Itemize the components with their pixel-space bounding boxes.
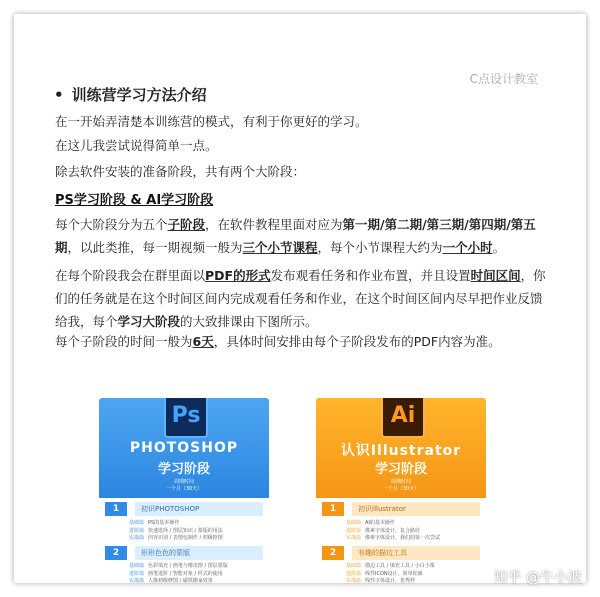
p5-emph-stage: 学习大阶段 [117, 314, 181, 329]
poster-header [99, 398, 269, 498]
line-key: 实战篇 [129, 578, 145, 583]
paragraph-4 [55, 213, 551, 259]
line-key: 基础篇 [346, 563, 362, 569]
poster-stage-row [322, 502, 480, 516]
stage-number: 2 [105, 546, 127, 560]
line-key: 实战篇 [346, 578, 362, 583]
stage-lines [346, 520, 474, 543]
line-text: 人像初级修图 / 磁铁搬家效果 [148, 578, 213, 583]
p5-text-g: 的大致排课由下图所示。 [180, 314, 318, 329]
p4-text-c: ，在软件教程里面对应为 [205, 217, 343, 232]
bullet-icon: • [54, 86, 64, 104]
line-text: 像素字体设计，我们的第一次尝试 [365, 535, 441, 541]
stage-lines [129, 563, 257, 583]
p4-emph-hour: 一个小时 [442, 240, 493, 255]
poster-body [316, 498, 486, 583]
zhihu-watermark: 知乎 @牛小波 [493, 570, 582, 586]
line-key: 实战篇 [346, 535, 362, 541]
p4-emph-periods: 第一期/第二期/第三期/第四期/第五期 [55, 217, 536, 255]
p5-emph-interval: 时间区间 [470, 268, 521, 283]
line-text: 线性字体设计，优秀样 [365, 578, 416, 583]
poster-header [316, 398, 486, 498]
line-key: 进阶篇 [129, 570, 145, 577]
line-key: 实战篇 [129, 535, 145, 541]
line-text: 像素字体设计，复合路径 [365, 527, 421, 534]
paragraph-5 [55, 264, 551, 333]
line-text: 描边工具 / 填充工具 / 小白小课 [365, 563, 435, 569]
line-text: 快速选择 / 图层知识 / 蒙版的用法 [148, 527, 223, 534]
paragraph-3: 除去软件安装的准备阶段，共有两个大阶段： [55, 164, 306, 179]
article-card [14, 14, 586, 583]
p6-text-a: 每个子阶段的时间一般为 [55, 334, 193, 349]
line-text: 内容识别 / 表情包制作 / 初级抠图 [148, 535, 223, 541]
poster-meta-label: 周期时间 [173, 479, 194, 485]
poster-title: 认识Illustrator [340, 443, 462, 459]
p4-text-e: ，以此类推，每一期视频一般为 [67, 240, 243, 255]
poster-stage-row [322, 546, 480, 560]
line-text: 色彩填充 / 画笔与橡皮擦 / 图层蒙版 [148, 563, 228, 569]
section-title-text: 训练营学习方法介绍 [71, 86, 207, 104]
stage-lines [129, 520, 257, 543]
poster-meta-value: 一个月（30天） [382, 486, 420, 492]
poster-title: PHOTOSHOP [129, 440, 239, 456]
stage-number: 2 [322, 546, 344, 560]
line-key: 进阶篇 [346, 527, 362, 534]
stage-subheading: PS学习阶段 & AI学习阶段 [55, 193, 214, 208]
stage-label: 初识PHOTOSHOP [135, 502, 263, 516]
p6-emph-days: 6天 [192, 334, 214, 349]
line-key: 进阶篇 [346, 570, 362, 577]
poster-subtitle: 学习阶段 [157, 462, 210, 477]
line-text: 画笔进阶 / 智能对象 / 样式的使用 [148, 570, 223, 577]
line-key: 基础篇 [346, 520, 362, 526]
poster-stage-row [105, 546, 263, 560]
stage-label: 初识Illustrator [352, 502, 480, 516]
line-key: 基础篇 [129, 563, 145, 569]
p5-emph-pdf: PDF的形式 [205, 268, 271, 283]
brand-label: C点设计教室 [469, 72, 538, 86]
illustrator-logo-icon: Ai [381, 398, 425, 438]
p4-emph-sub-stage: 子阶段 [167, 217, 206, 232]
poster-subtitle: 学习阶段 [374, 462, 427, 477]
p6-text-c: ，具体时间安排由每个子阶段发布的PDF内容为准。 [213, 334, 501, 349]
stage-number: 1 [105, 502, 127, 516]
line-text: AI的基本操作 [365, 520, 395, 526]
p4-emph-lessons: 三个小节课程 [242, 240, 318, 255]
stage-label: 有趣的描边工具 [352, 546, 480, 560]
line-key: 进阶篇 [129, 527, 145, 534]
line-key: 基础篇 [129, 520, 145, 526]
p5-text-a: 在每个阶段我会在群里面以 [55, 268, 206, 283]
p5-text-c: 发布观看任务和作业布置，并且设置 [270, 268, 471, 283]
poster-stage-row [105, 502, 263, 516]
line-text: PS的基本操作 [148, 520, 180, 526]
photoshop-stage-poster [99, 398, 269, 583]
poster-body [99, 498, 269, 583]
poster-meta-label: 周期时间 [390, 479, 411, 485]
p5-text-e: ，你们的任务就是在这个时间区间内完成观看任务和作业，在这个时间区间内尽早把作业反馈给我，每个 [55, 268, 546, 329]
p4-text-i: 。 [492, 240, 506, 255]
stage-number: 1 [322, 502, 344, 516]
photoshop-logo-icon: Ps [164, 398, 208, 438]
stage-label: 形形色色的蒙版 [135, 546, 263, 560]
section-title [54, 84, 207, 105]
p4-text-g: ，每个小节课程大约为 [317, 240, 443, 255]
illustrator-stage-poster [316, 398, 486, 583]
poster-meta-value: 一个月（30天） [165, 486, 203, 492]
p4-text-a: 每个大阶段分为五个 [55, 217, 168, 232]
paragraph-1: 在一开始弄清楚本训练营的模式，有利于你更好的学习。 [55, 114, 368, 129]
paragraph-6 [55, 330, 551, 353]
line-text: 线性ICON设计，简单轮廓 [365, 570, 423, 577]
paragraph-2: 在这儿我尝试说得简单一点。 [55, 138, 218, 153]
stage-lines [346, 563, 474, 583]
